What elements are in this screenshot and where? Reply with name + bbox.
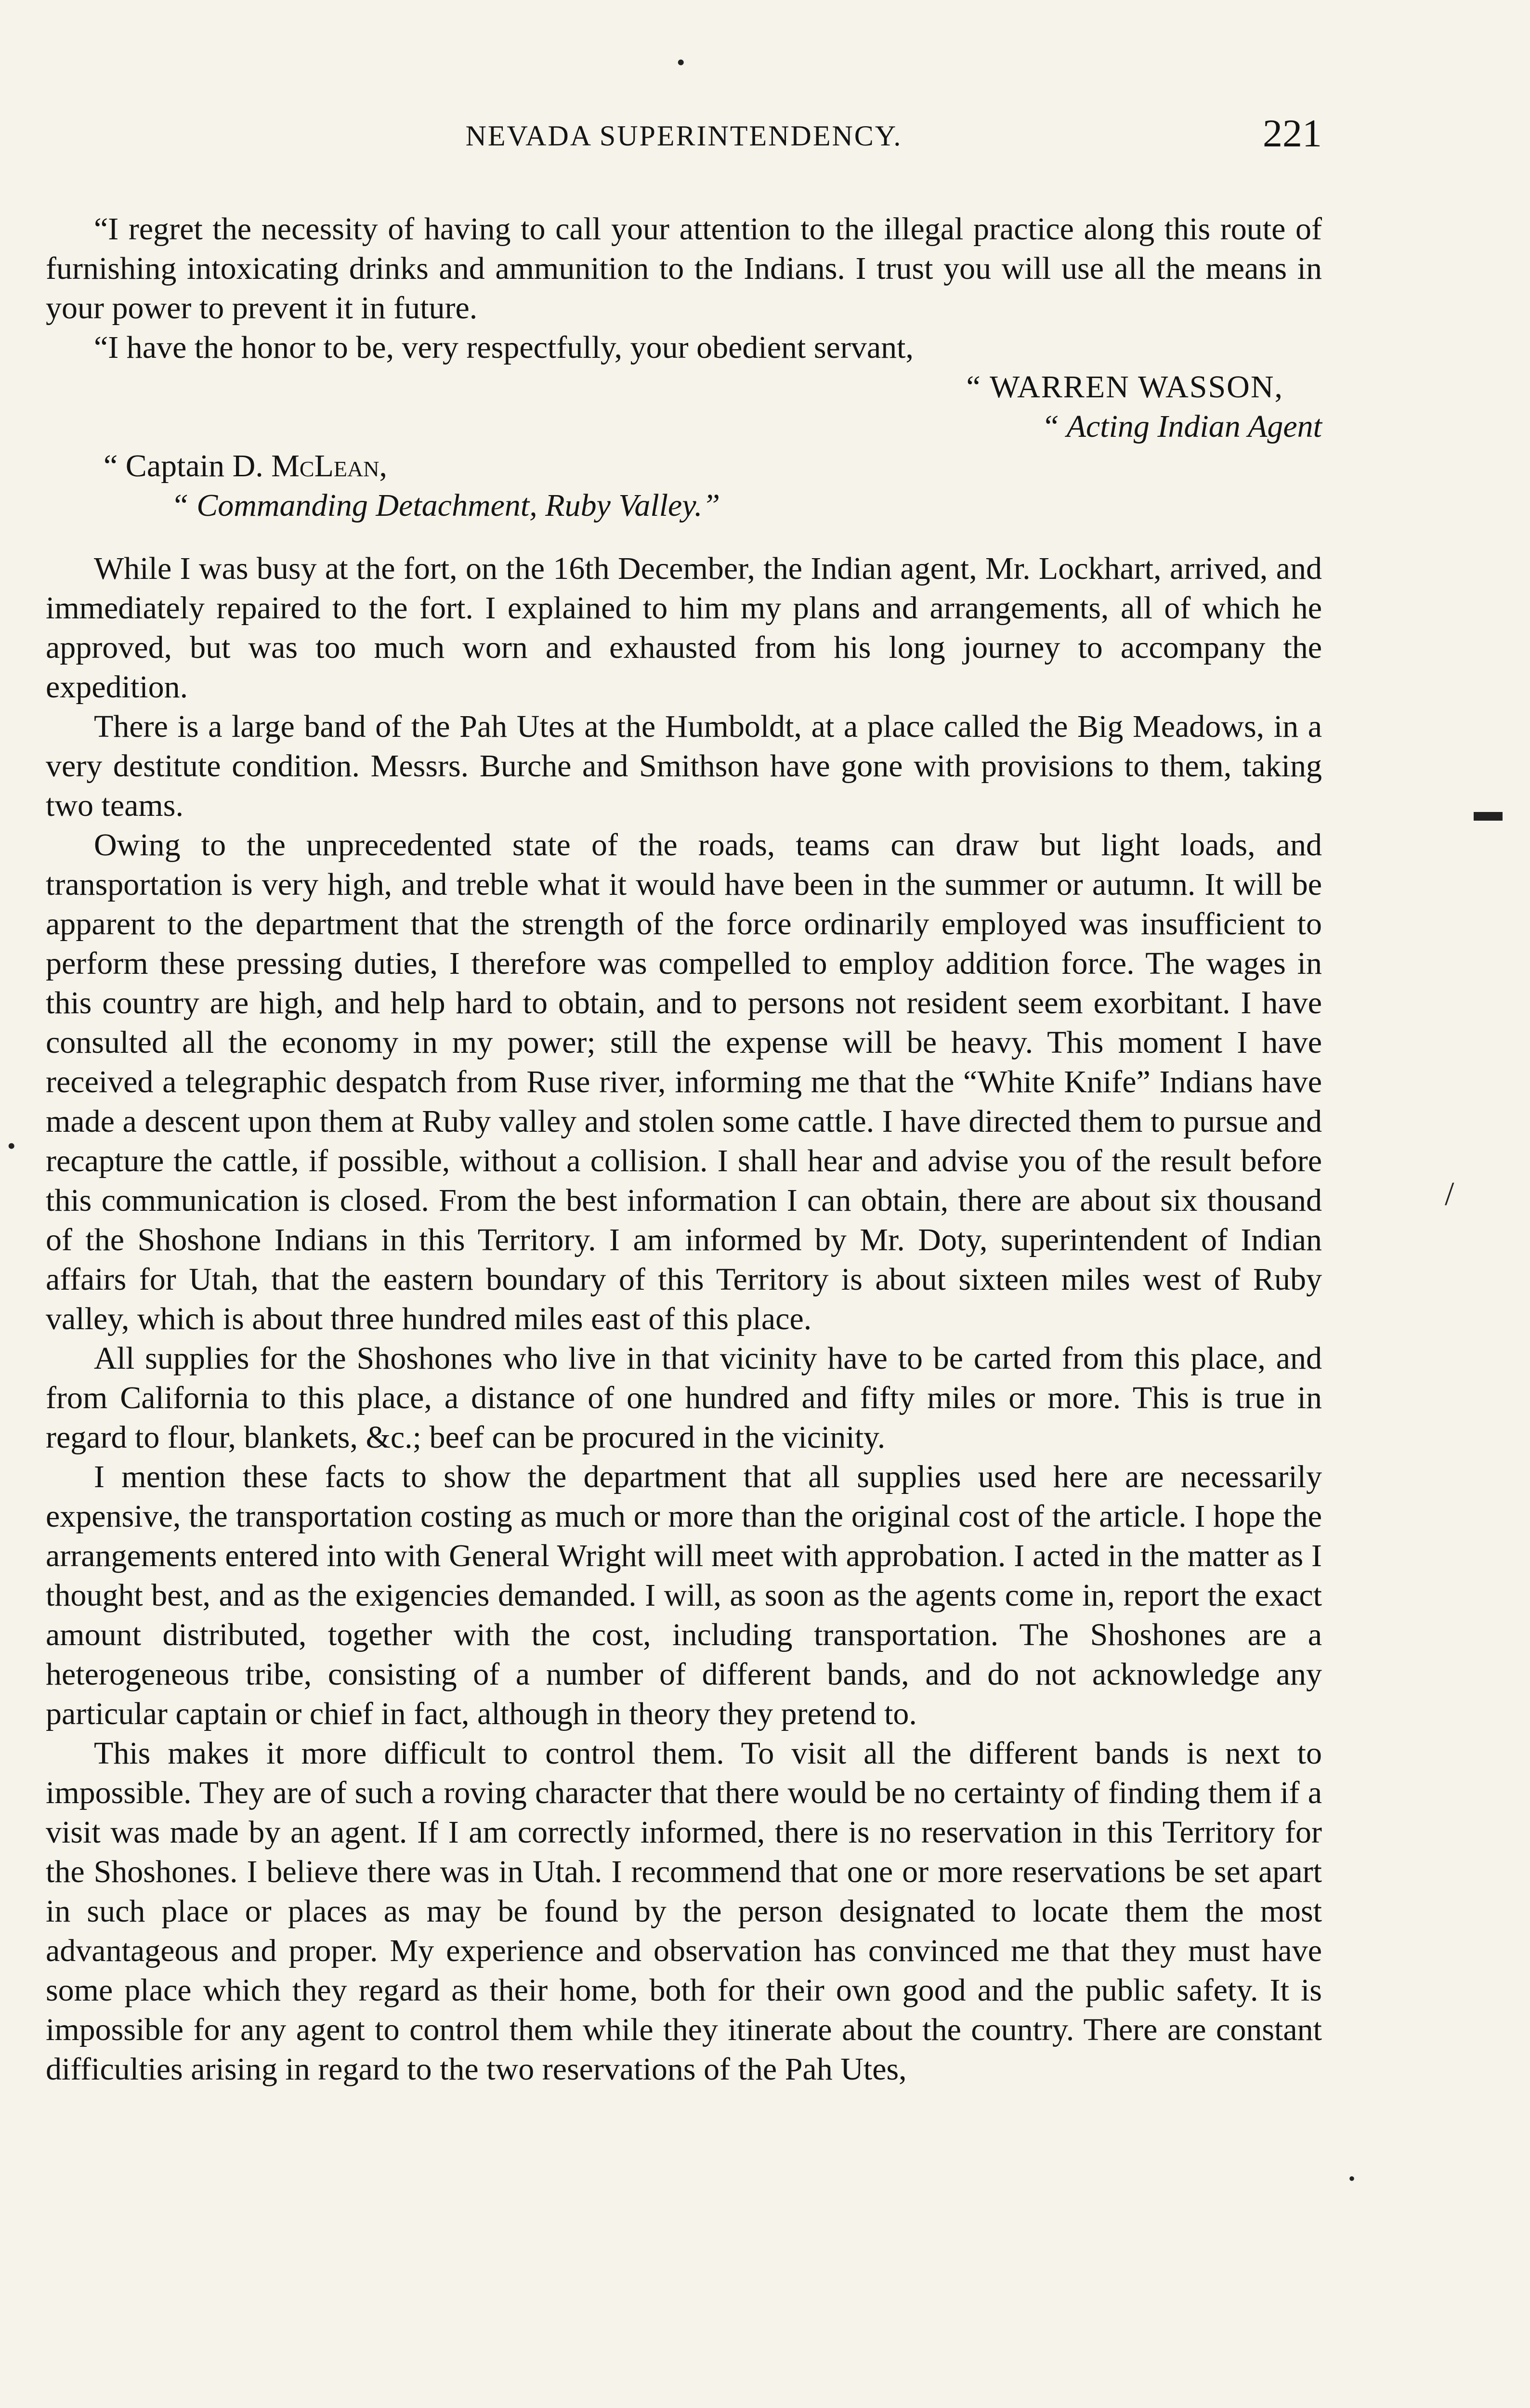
addressee bbox=[46, 446, 1322, 486]
letter-paragraph: “I regret the necessity of having to call your attention to the illegal practice along this route of furnishing intoxicating drinks and ammunition to the Indians. I trust you will use all the means in your power to prevent it in future. bbox=[46, 211, 1322, 326]
addressee-surname: McLean bbox=[271, 448, 379, 484]
body-paragraph: There is a large band of the Pah Utes at the Humboldt, at a place called the Big Meadows, in a very destitute condition. Messrs. Burche and Smithson have gone with provisions to them, taking two teams. bbox=[46, 709, 1322, 823]
addressee-prefix: “ Captain D. bbox=[104, 448, 272, 484]
addressee-suffix: , bbox=[379, 448, 387, 484]
body-paragraph: While I was busy at the fort, on the 16th December, the Indian agent, Mr. Lockhart, arrived, and immediately repaired to the fort. I explained to him my plans and arrangements, all of which he approved, but was too much worn and exhausted from his long journey to accompany the expedition. bbox=[46, 551, 1322, 705]
addressee-detail: “ Commanding Detachment, Ruby Valley.” bbox=[171, 488, 720, 523]
margin-tick: / bbox=[1445, 1176, 1454, 1213]
body-paragraph: This makes it more difficult to control them. To visit all the different bands is next to impossible. They are of such a roving character that there would be no certainty of finding them if a visit was made by an agent. If I am correctly informed, there is no reservation in this Territory for the Shoshones. I believe there was in Utah. I recommend that one or more reservations be set apart in such place or places as may be found by the person designated to locate them the most advantageous and proper. My experience and observation has convinced me that they must have some place which they regard as their home, both for their own good and the public safety. It is impossible for any agent to control them while they itinerate about the country. There are constant difficulties arising in regard to the two reservations of the Pah Utes, bbox=[46, 1736, 1322, 2087]
body-paragraph: All supplies for the Shoshones who live in that vicinity have to be carted from this place, and from California to this place, a distance of one hundred and fifty miles or more. This is true in regard to flour, blankets, &c.; beef can be procured in the vicinity. bbox=[46, 1341, 1322, 1455]
letter-closing: “I have the honor to be, very respectfully, your obedient servant, bbox=[94, 330, 914, 365]
ink-speck: • bbox=[677, 49, 685, 76]
signature-title: “ Acting Indian Agent bbox=[1041, 409, 1322, 444]
letter-block bbox=[46, 209, 1322, 525]
body-paragraph: Owing to the unprecedented state of the roads, teams can draw but light loads, and transportation is very high, and treble what it would have been in the summer or autumn. It will be apparent to the department that the strength of the force ordinarily employed was insufficient to perform these pressing duties, I therefore was compelled to employ addition force. The wages in this country are high, and help hard to obtain, and to persons not resident seem exorbitant. I have consulted all the economy in my power; still the expense will be heavy. This moment I have received a telegraphic despatch from Ruse river, informing me that the “White Knife” Indians have made a descent upon them at Ruby valley and stolen some cattle. I have directed them to pursue and recapture the cattle, if possible, without a collision. I shall hear and advise you of the result before this communication is closed. From the best information I can obtain, there are about six thousand of the Shoshone Indians in this Territory. I am informed by Mr. Doty, superintendent of Indian affairs for Utah, that the eastern boundary of this Territory is about sixteen miles west of Ruby valley, which is about three hundred miles east of this place. bbox=[46, 827, 1322, 1336]
page-header bbox=[46, 111, 1322, 159]
running-head: NEVADA SUPERINTENDENCY. bbox=[465, 120, 902, 152]
signature-name: “ WARREN WASSON, bbox=[966, 369, 1283, 405]
page-number: 221 bbox=[1263, 111, 1322, 155]
body-paragraph: I mention these facts to show the department that all supplies used here are necessarily expensive, the transportation costing as much or more than the original cost of the article. I hope the arrangements entered into with General Wright will meet with approbation. I acted in the matter as I thought best, and as the exigencies demanded. I will, as soon as the agents come in, report the exact amount distributed, together with the cost, including transportation. The Shoshones are a heterogeneous tribe, consisting of a number of different bands, and do not acknowledge any particular captain or chief in fact, although in theory they pretend to. bbox=[46, 1459, 1322, 1731]
body-text bbox=[46, 549, 1322, 2089]
margin-dot: • bbox=[1348, 2168, 1356, 2189]
margin-dot: • bbox=[7, 1132, 16, 1159]
margin-mark: ▬ bbox=[1474, 795, 1503, 827]
